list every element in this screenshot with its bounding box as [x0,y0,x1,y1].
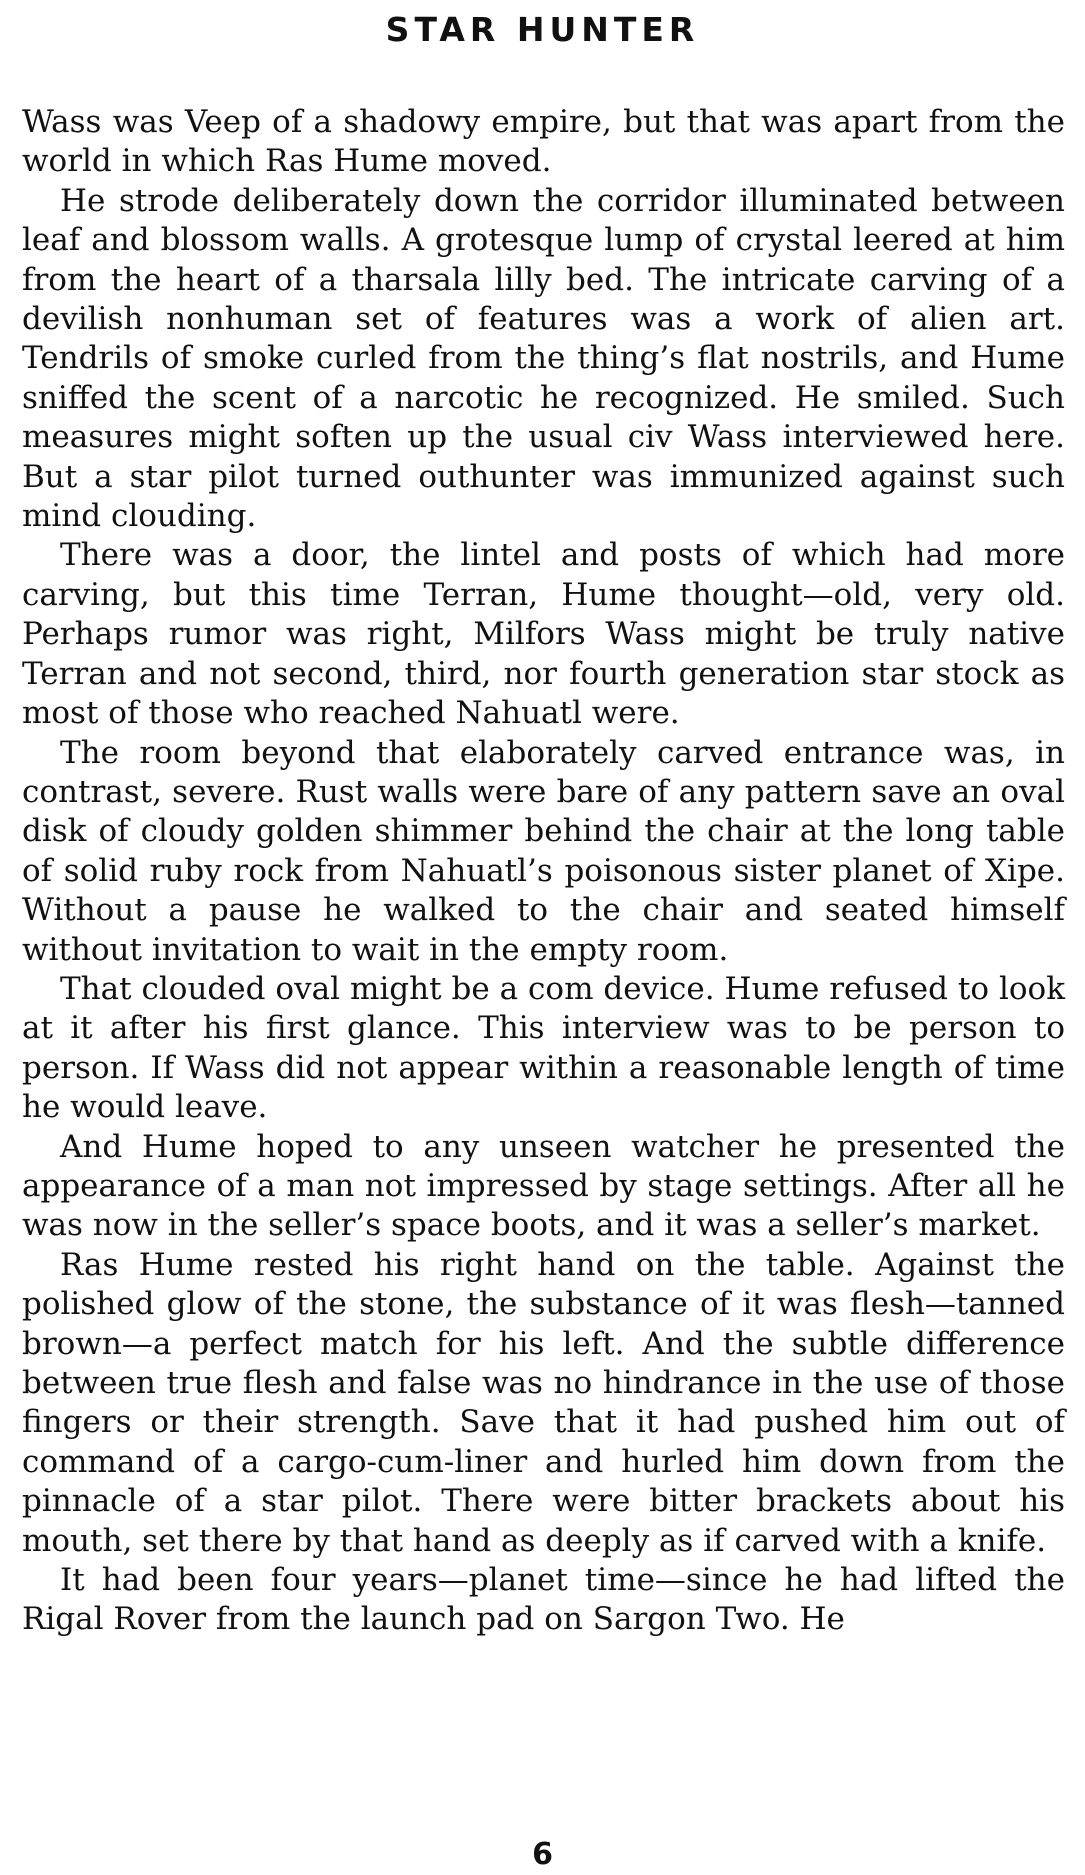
paragraph: There was a door, the lintel and posts of which had more carving, but this time Terran, Hume thought—old, very old. Perhaps rumor was right, Milfors Wass might be truly native Terran and not second, third, nor fourth generation star stock as most of those who reached Nahuatl were. [22,537,1065,732]
body-text [22,103,1065,1640]
paragraph: He strode deliberately down the corridor illuminated between leaf and blossom walls. A grotesque lump of crystal leered at him from the heart of a tharsala lilly bed. The intricate carving of a devilish nonhuman set of features was a work of alien art. Tendrils of smoke curled from the thing’s flat nostrils, and Hume sniffed the scent of a narcotic he recognized. He smiled. Such measures might soften up the usual civ Wass interviewed here. But a star pilot turned outhunter was immunized against such mind clouding. [22,182,1065,535]
page-number: 6 [532,1837,553,1872]
paragraph: Wass was Veep of a shadowy empire, but that was apart from the world in which Ras Hume moved. [22,104,1065,180]
paragraph: And Hume hoped to any unseen watcher he presented the appearance of a man not impressed by stage settings. After all he was now in the seller’s space boots, and it was a seller’s market. [22,1128,1065,1244]
running-head: STAR HUNTER [385,10,700,49]
paragraph: It had been four years—planet time—since he had lifted the Rigal Rover from the launch pad on Sargon Two. He [22,1562,1065,1638]
paragraph: That clouded oval might be a com device. Hume refused to look at it after his first glance. This interview was to be person to person. If Wass did not appear within a reasonable length of time he would leave. [22,970,1065,1126]
paragraph: The room beyond that elaborately carved entrance was, in contrast, severe. Rust walls were bare of any pattern save an oval disk of cloudy golden shimmer behind the chair at the long table of solid ruby rock from Nahuatl’s poisonous sister planet of Xipe. Without a pause he walked to the chair and seated himself without invitation to wait in the empty room. [22,734,1065,968]
paragraph: Ras Hume rested his right hand on the table. Against the polished glow of the stone, the substance of it was flesh—tanned brown—a perfect match for his left. And the subtle difference between true flesh and false was no hindrance in the use of those fingers or their strength. Save that it had pushed him out of command of a cargo-cum-liner and hurled him down from the pinnacle of a star pilot. There were bitter brackets about his mouth, set there by that hand as deeply as if carved with a knife. [22,1246,1065,1559]
